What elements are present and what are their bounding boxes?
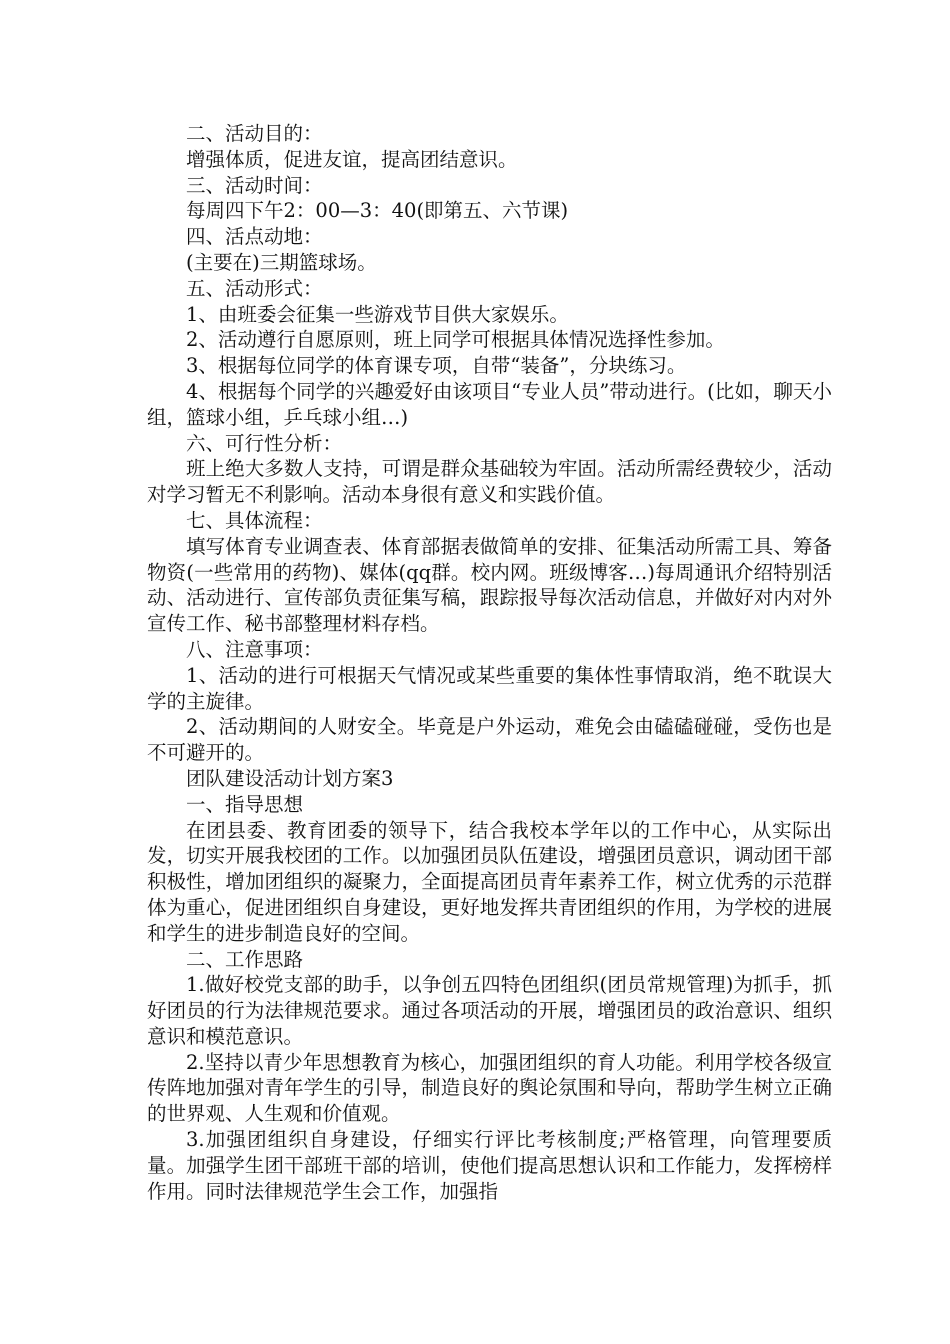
paragraph-activity-location: (主要在)三期篮球场。 bbox=[186, 250, 377, 274]
heading-process: 七、具体流程： bbox=[186, 508, 323, 532]
list-item-form-2: 2、活动遵行自愿原则，班上同学可根据具体情况选择性参加。 bbox=[186, 328, 725, 352]
heading-work-ideas: 二、工作思路 bbox=[186, 947, 304, 971]
heading-feasibility: 六、可行性分析： bbox=[186, 431, 343, 455]
heading-activity-time: 三、活动时间： bbox=[186, 173, 323, 197]
list-item-work-2: 2.坚持以青少年思想教育为核心，加强团组织的育人功能。利用学校各级宣传阵地加强对青年学生的引导，制造良好的舆论氛围和导向，帮助学生树立正确的世界观、人生观和价值观。 bbox=[147, 1050, 832, 1126]
heading-activity-location: 四、活点动地： bbox=[186, 225, 323, 249]
paragraph-guiding-thought: 在团县委、教育团委的领导下，结合我校本学年以的工作中心，从实际出发，切实开展我校团的工作。以加强团员队伍建设，增强团员意识，调动团干部积极性，增加团组织的凝聚力，全面提高团员青年素养工作，树立优秀的示范群体为重心，促进团组织自身建设，更好地发挥共青团组织的作用，为学校的进展和学生的进步制造良好的空间。 bbox=[147, 818, 832, 945]
list-item-work-3: 3.加强团组织自身建设，仔细实行评比考核制度;严格管理，向管理要质量。加强学生团干部班干部的培训，使他们提高思想认识和工作能力，发挥榜样作用。同时法律规范学生会工作，加强指 bbox=[147, 1128, 832, 1203]
list-item-form-4: 4、根据每个同学的兴趣爱好由该项目“专业人员”带动进行。(比如，聊天小组，篮球小组，乒乓球小组…) bbox=[147, 379, 832, 429]
paragraph-process: 填写体育专业调查表、体育部据表做简单的安排、征集活动所需工具、筹备物资(一些常用的药物)、媒体(qq群。校内网。班级博客…)每周通讯介绍特别活动、活动进行、宣传部负责征集写稿，跟踪报导每次活动信息，并做好对内对外宣传工作、秘书部整理材料存档。 bbox=[147, 534, 832, 636]
list-item-notes-2: 2、活动期间的人财安全。毕竟是户外运动，难免会由磕磕碰碰，受伤也是不可避开的。 bbox=[147, 715, 832, 765]
heading-activity-purpose: 二、活动目的： bbox=[186, 122, 323, 145]
list-item-work-1: 1.做好校党支部的助手，以争创五四特色团组织(团员常规管理)为抓手，抓好团员的行为法律规范要求。通过各项活动的开展，增强团员的政治意识、组织意识和模范意识。 bbox=[147, 973, 832, 1048]
heading-guiding-thought: 一、指导思想 bbox=[186, 792, 304, 816]
heading-activity-form: 五、活动形式： bbox=[186, 276, 323, 300]
list-item-form-1: 1、由班委会征集一些游戏节目供大家娱乐。 bbox=[186, 302, 569, 326]
paragraph-activity-purpose: 增强体质，促进友谊，提高团结意识。 bbox=[186, 147, 518, 171]
paragraph-feasibility: 班上绝大多数人支持，可谓是群众基础较为牢固。活动所需经费较少，活动对学习暂无不利影响。活动本身很有意义和实践价值。 bbox=[147, 457, 832, 507]
section-title-plan-3: 团队建设活动计划方案3 bbox=[186, 766, 394, 790]
list-item-form-3: 3、根据每位同学的体育课专项，自带“装备”，分块练习。 bbox=[186, 354, 687, 378]
list-item-notes-1: 1、活动的进行可根据天气情况或某些重要的集体性事情取消，绝不耽误大学的主旋律。 bbox=[147, 663, 832, 713]
heading-notes: 八、注意事项： bbox=[186, 637, 323, 661]
paragraph-activity-time: 每周四下午2：00—3：40(即第五、六节课) bbox=[186, 199, 569, 223]
document-body bbox=[147, 121, 832, 1204]
